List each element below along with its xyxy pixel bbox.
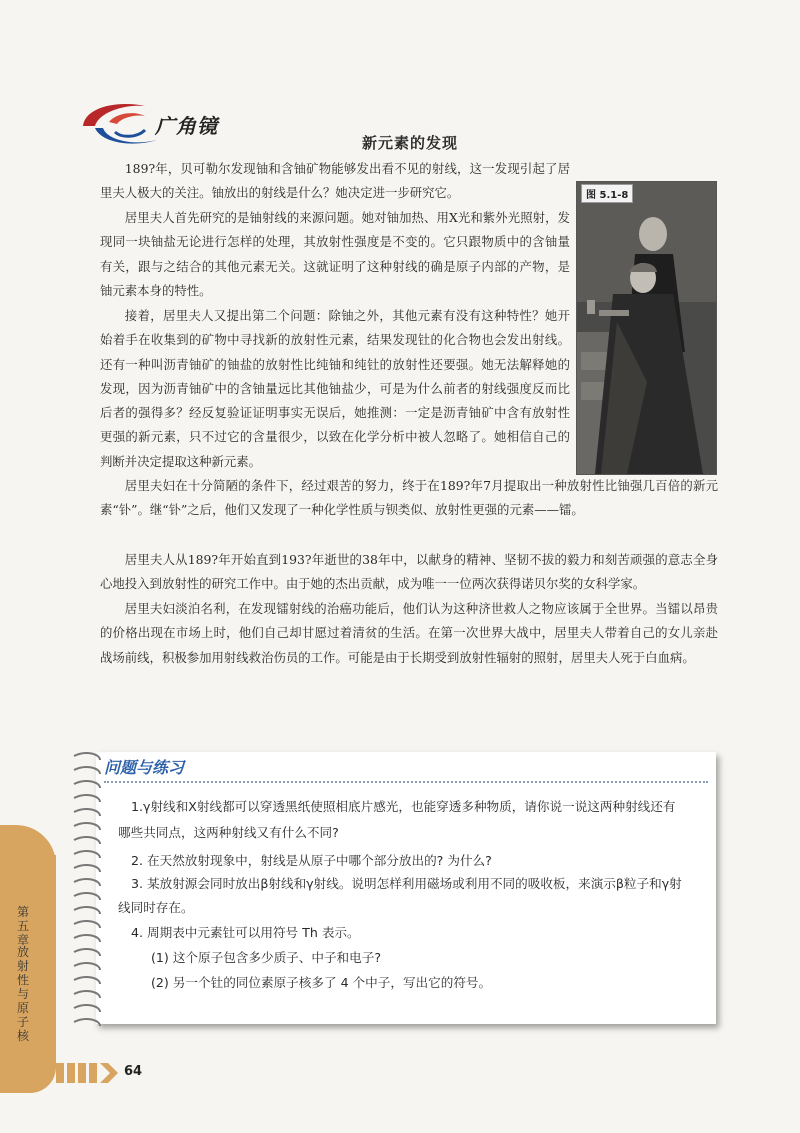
paragraph: 居里夫人从189?年开始直到193?年逝世的38年中，以献身的精神、坚韧不拔的毅力和刻苦顽强的意志全身心地投入到放射性的研究工作中。由于她的杰出贡献，成为唯一一位两次获得诺贝尔奖的女科学家。: [100, 552, 718, 592]
curie-photo: [576, 181, 717, 475]
page-number: 64: [124, 1064, 143, 1079]
figure-label: 图 5.1-8: [581, 184, 633, 203]
chapter-number: 第五章: [16, 905, 29, 947]
question-1: 1.γ射线和X射线都可以穿透黑纸使照相底片感光，也能穿透多种物质，请你说一说这两种射线还有哪些共同点，这两种射线又有什么不同?: [118, 799, 676, 840]
question-2: 2. 在天然放射现象中，射线是从原子中哪个部分放出的? 为什么?: [131, 853, 492, 868]
divider: [104, 781, 708, 783]
logo-text: 广角镜: [155, 114, 218, 138]
page-arrow-icon: [56, 1060, 118, 1086]
exercise-header: 问题与练习: [104, 758, 185, 777]
question-4-part-1: (1) 这个原子包含多少质子、中子和电子?: [151, 950, 382, 965]
question-3: 3. 某放射源会同时放出β射线和γ射线。说明怎样利用磁场或利用不同的吸收板，来演示β粒子和γ射线同时存在。: [118, 876, 682, 915]
paragraph: 居里夫妇在十分简陋的条件下，经过艰苦的努力，终于在189?年7月提取出一种放射性比铀强几百倍的新元素“钋”。继“钋”之后，他们又发现了一种化学性质与钡类似、放射性更强的元素——镭。: [100, 478, 718, 518]
article-title: 新元素的发现: [361, 134, 458, 152]
chapter-title: 放射性与原子核: [16, 945, 29, 1043]
question-4: 4. 周期表中元素钍可以用符号 Th 表示。: [131, 925, 360, 940]
spiral-binding-icon: [66, 748, 106, 1038]
paragraph: 居里夫人首先研究的是铀射线的来源问题。她对铀加热、用X光和紫外光照射，发现同一块铀盐无论进行怎样的处理，其放射性强度是不变的。它只跟物质中的含铀量有关，跟与之结合的其他元素无关。这就证明了这种射线的确是原子内部的产物，是铀元素本身的特性。: [100, 210, 570, 298]
paragraph: 接着，居里夫人又提出第二个问题：除铀之外，其他元素有没有这种特性？她开始着手在收集到的矿物中寻找新的放射性元素，结果发现钍的化合物也会发出射线。还有一种叫沥青铀矿的铀盐的放射性比纯铀和纯钍的放射性还要强。她无法解释她的发现，因为沥青铀矿中的含铀量远比其他铀盐少，可是为什么前者的射线强度反而比后者的强得多？经反复验证证明事实无误后，她推测：一定是沥青铀矿中含有放射性更强的新元素，只不过它的含量很少，以致在化学分析中被人忽略了。她相信自己的判断并决定提取这种新元素。: [100, 308, 570, 469]
paragraph: 居里夫妇淡泊名利，在发现镭射线的治癌功能后，他们认为这种济世救人之物应该属于全世界。当镭以昂贵的价格出现在市场上时，他们自己却甘愿过着清贫的生活。在第一次世界大战中，居里夫人带着自己的女儿亲赴战场前线，积极参加用射线救治伤员的工作。可能是由于长期受到放射性辐射的照射，居里夫人死于白血病。: [100, 601, 718, 665]
question-4-part-2: (2) 另一个钍的同位素原子核多了 4 个中子，写出它的符号。: [151, 975, 492, 990]
paragraph: 189?年，贝可勒尔发现铀和含铀矿物能够发出看不见的射线，这一发现引起了居里夫人极大的关注。铀放出的射线是什么？她决定进一步研究它。: [100, 161, 570, 201]
curie-photo-illustration-icon: [577, 182, 716, 474]
